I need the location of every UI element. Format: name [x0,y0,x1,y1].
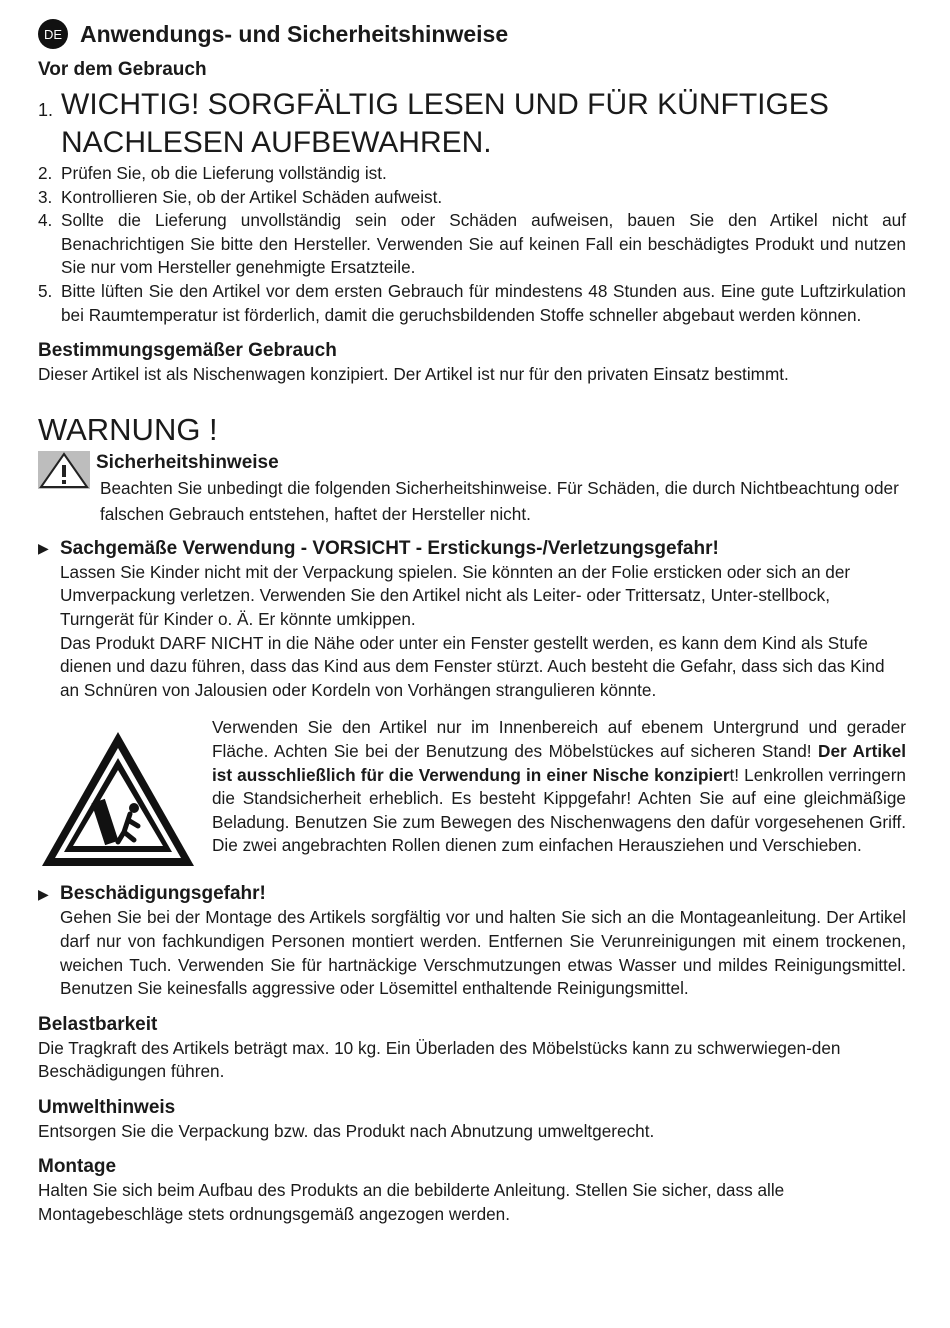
step-number: 2. [38,163,53,183]
step-text: Bitte lüften Sie den Artikel vor dem ersten Gebrauch für mindestens 48 Stunden aus. Eine gute Luftzirkulation bei Raumtemperatur ist förderlich, damit die geruchsbildenden Stoffe schneller abgebaut werden können. [61,280,906,325]
step-text: Kontrollieren Sie, ob der Artikel Schäden aufweist. [61,186,443,207]
list-item [38,280,906,327]
title-row [38,18,906,50]
safety-text: Beachten Sie unbedingt die folgenden Sicherheitshinweise. Für Schäden, die durch Nichtbeachtung oder falschen Gebrauch entstehen, haftet der Hersteller nicht. [100,477,899,524]
proper-use-para-2: Das Produkt DARF NICHT in die Nähe oder unter ein Fenster gestellt werden, es kann dem Kind als Stufe dienen und dazu führen, dass das Kind aus dem Fenster stürzt. Auch besteht die Gefahr, dass sich das Kind an Schnüren von Jalousien oder Kordeln von Vorhängen strangulieren könnte. [60,632,885,700]
step-number: 4. [38,210,53,231]
language-badge: DE [38,19,68,49]
tip-over-block [38,716,906,870]
triangle-bullet-icon: ▶ [38,885,49,902]
step-number: 1. [38,100,54,120]
environment-heading: Umwelthinweis [38,1096,176,1118]
warning-triangle-icon [38,451,90,489]
intended-use-heading: Bestimmungsgemäßer Gebrauch [38,340,337,362]
intended-use-text: Dieser Artikel ist als Nischenwagen konzipiert. Der Artikel ist nur für den privaten Einsatz bestimmt. [38,364,789,385]
tip-over-text-post: t! Lenkrollen verringern die Standsicherheit erheblich. Es besteht Kippgefahr! Achten Sie auf eine gleichmäßige Beladung. Benutzen Sie zum Bewegen des Nischenwagens den dafür vorgesehenen Griff. Die zwei angebrachten Rollen dienen zum einfachen Herausziehen und Verschieben. [212,764,906,856]
list-item [38,186,906,210]
tip-over-text [212,716,906,870]
tip-over-text-bold: Der Artikel ist ausschließlich für die Verwendung in einer Nische konzipier [212,740,906,785]
list-item [38,162,906,186]
assembly-heading: Montage [38,1156,117,1178]
assembly-text: Halten Sie sich beim Aufbau des Produkts an die bebilderte Anleitung. Stellen Sie sicher, dass alle Montagebeschläge stets ordnungsgemäß angezogen werden. [38,1180,785,1225]
safety-block [38,451,906,527]
tip-over-warning-icon [38,728,198,870]
list-item [38,209,906,280]
damage-heading: Beschädigungsgefahr! [60,883,266,905]
step-text: Sollte die Lieferung unvollständig sein oder Schäden aufweisen, bauen Sie den Artikel nicht auf Benachrichtigen Sie bitte den Hersteller. Verwenden Sie auf keinen Fall ein beschädigtes Produkt und nutzen Sie nur vom Hersteller genehmigte Ersatzteile. [61,210,906,278]
warning-heading: WARNUNG ! [38,411,218,447]
environment-text: Entsorgen Sie die Verpackung bzw. das Produkt nach Abnutzung umweltgerecht. [38,1120,655,1141]
step-1 [38,86,906,162]
proper-use-heading-row [38,537,906,561]
page-title: Anwendungs- und Sicherheitshinweise [80,20,509,47]
damage-text: Gehen Sie bei der Montage des Artikels sorgfältig vor und halten Sie sich an die Montageanleitung. Der Artikel darf nur von fachkundigen Personen montiert werden. Entfernen Sie Verunreinigungen mit einem trockenen, weichen Tuch. Verwenden Sie für hartnäckige Verschmutzungen etwas Wasser und mildes Reinigungsmittel. Benutzen Sie keinesfalls aggressive oder Lösemittel enthaltende Reinigungsmittel. [60,907,906,999]
proper-use-heading: Sachgemäße Verwendung - VORSICHT - Erstickungs-/Verletzungsgefahr! [60,537,719,559]
proper-use-body [38,561,906,703]
before-use-heading: Vor dem Gebrauch [38,59,207,80]
step-text: Prüfen Sie, ob die Lieferung vollständig ist. [61,163,387,183]
safety-heading: Sicherheitshinweise [96,451,279,473]
damage-heading-row [38,882,906,906]
triangle-bullet-icon: ▶ [38,540,49,557]
tip-over-text-pre: Verwenden Sie den Artikel nur im Innenbereich auf ebenem Untergrund und gerader Fläche. Achten Sie bei der Benutzung des Möbelstückes auf sicheren Stand! [212,717,906,761]
proper-use-para-1: Lassen Sie Kinder nicht mit der Verpackung spielen. Sie könnten an der Folie ersticken oder sich an der Umverpackung verletzen. Verwenden Sie den Artikel nicht als Leiter- oder Trittersatz, Unter-stellbock, Turngerät für Kinder o. Ä. Er könnte umkippen. [60,561,851,629]
step-number: 5. [38,280,53,301]
load-text: Die Tragkraft des Artikels beträgt max. 10 kg. Ein Überladen des Möbelstücks kann zu schwerwiegen-den Beschädigungen führen. [38,1037,841,1082]
step-number: 3. [38,186,53,207]
instruction-page [38,18,906,1227]
step-text: WICHTIG! SORGFÄLTIG LESEN UND FÜR KÜNFTIGES NACHLESEN AUFBEWAHREN. [61,88,829,159]
load-heading: Belastbarkeit [38,1013,158,1035]
steps-list [38,162,906,327]
